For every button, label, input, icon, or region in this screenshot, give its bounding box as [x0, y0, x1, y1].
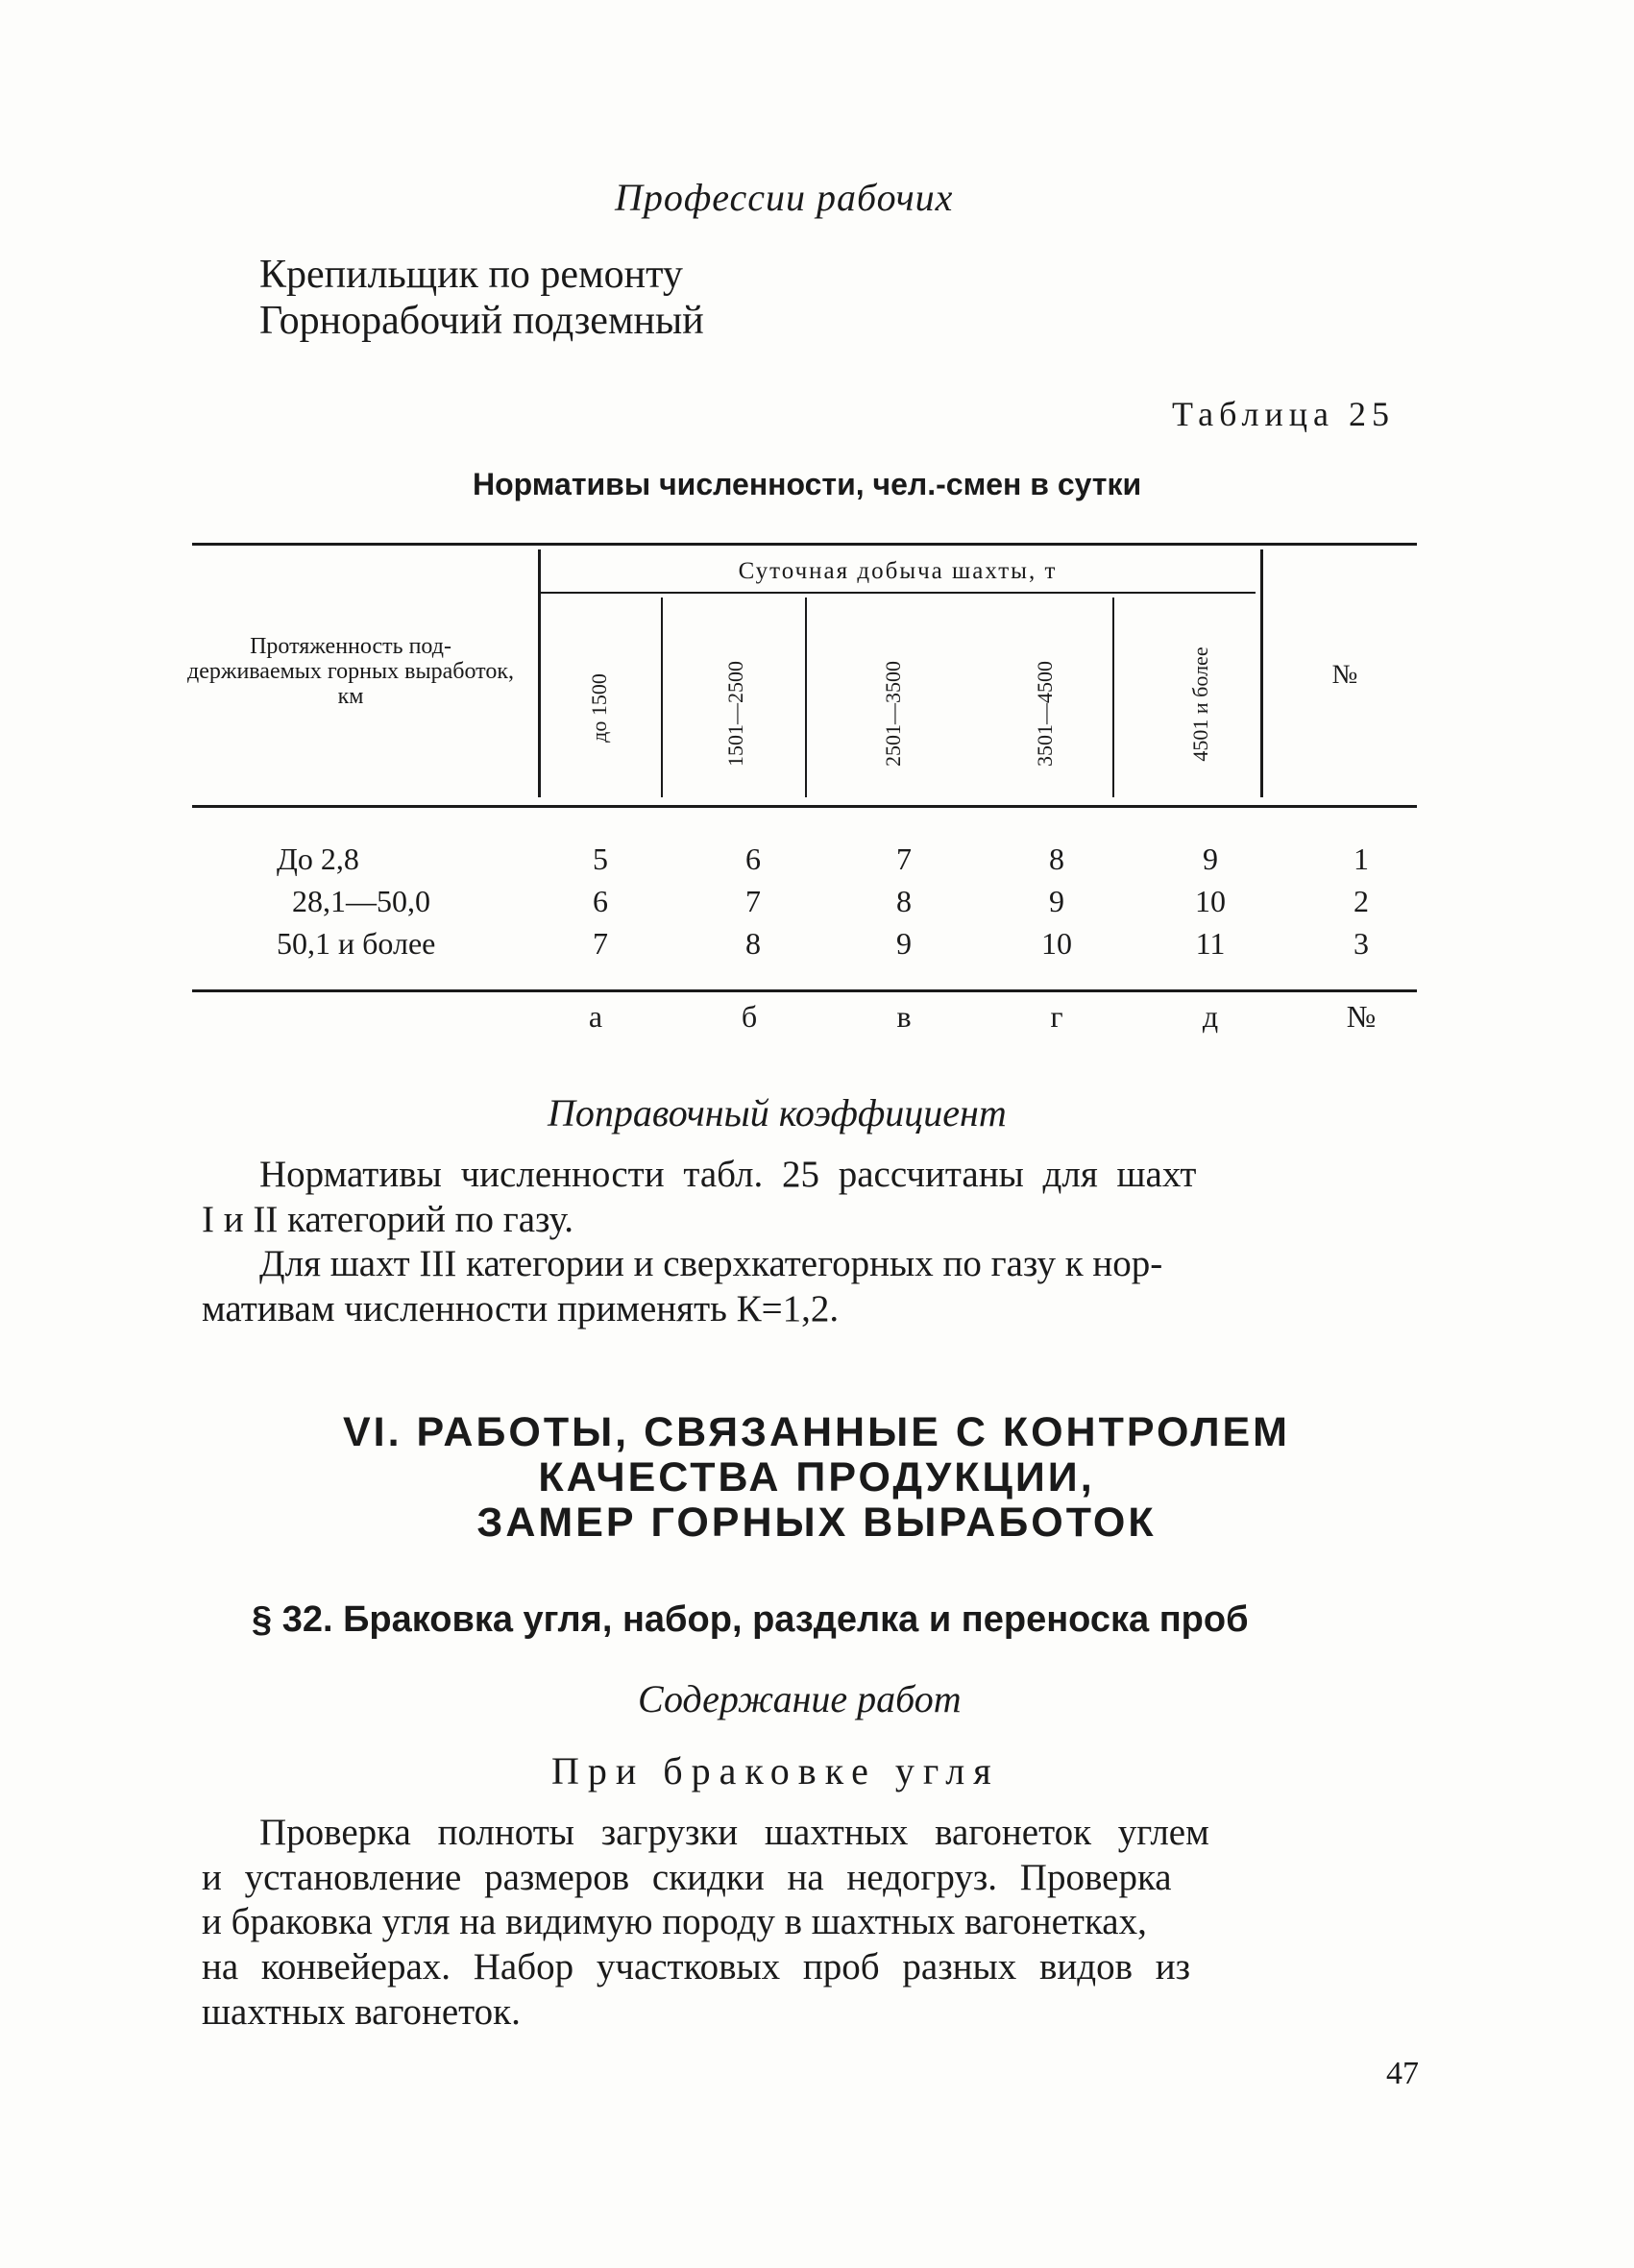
table-vrule: [1260, 549, 1263, 797]
column-header: 1501—2500: [723, 661, 747, 767]
body-line: на конвейерах. Набор участковых проб разных видов из: [202, 1946, 1191, 1988]
number-header: №: [1331, 660, 1358, 690]
profession-item: Горнорабочий подземный: [259, 299, 704, 343]
table-cell: 10: [1041, 926, 1072, 961]
column-key: б: [741, 999, 758, 1034]
group-header: Суточная добыча шахты, т: [738, 558, 1058, 584]
table-cell: 7: [593, 926, 608, 961]
table-header-bottom-rule: [192, 805, 1417, 808]
table-cell: 5: [593, 841, 608, 876]
table-cell: 3: [1354, 926, 1369, 961]
table-vrule: [661, 597, 663, 797]
correction-line: I и II категорий по газу.: [202, 1199, 573, 1240]
correction-line: Для шахт III категории и сверхкатегорных по газу к нор-: [259, 1243, 1163, 1284]
row-header: Протяженность под-держиваемых горных выработок, км: [187, 634, 514, 709]
table-cell: 6: [745, 841, 761, 876]
table-vrule: [538, 549, 541, 797]
group-header-rule: [540, 592, 1256, 594]
column-header: 3501—4500: [1033, 661, 1057, 767]
table-cell: 6: [593, 884, 608, 918]
table-vrule: [805, 597, 807, 797]
row-label: 28,1—50,0: [292, 884, 430, 918]
table-cell: 8: [896, 884, 912, 918]
row-label: До 2,8: [277, 841, 359, 876]
table-cell: 2: [1354, 884, 1369, 918]
correction-line: мативам численности применять К=1,2.: [202, 1288, 840, 1329]
table-cell: 11: [1195, 926, 1226, 961]
table-label: Таблица 25: [1172, 395, 1395, 433]
column-key: №: [1346, 999, 1377, 1034]
section-title: Профессии рабочих: [615, 176, 954, 219]
body-line: и браковка угля на видимую породу в шахтных вагонетках,: [202, 1901, 1147, 1942]
table-cell: 9: [1049, 884, 1064, 918]
column-header: 2501—3500: [881, 661, 905, 767]
table-cell: 9: [1203, 841, 1218, 876]
column-key: в: [896, 999, 912, 1034]
correction-line: Нормативы численности табл. 25 рассчитаны для шахт: [259, 1154, 1197, 1195]
column-header: 4501 и более: [1188, 646, 1212, 762]
table-cell: 8: [1049, 841, 1064, 876]
table-cell: 8: [745, 926, 761, 961]
table-vrule: [1112, 597, 1114, 797]
column-header: до 1500: [587, 673, 611, 743]
paragraph-title: § 32. Браковка угля, набор, разделка и переноска проб: [252, 1599, 1249, 1640]
table-cell: 7: [745, 884, 761, 918]
chapter-heading-line: ЗАМЕР ГОРНЫХ ВЫРАБОТОК: [476, 1500, 1157, 1546]
row-label: 50,1 и более: [277, 926, 436, 961]
table-cell: 7: [896, 841, 912, 876]
chapter-heading-line: КАЧЕСТВА ПРОДУКЦИИ,: [538, 1454, 1095, 1500]
table-title: Нормативы численности, чел.-смен в сутки: [473, 467, 1142, 501]
column-key: г: [1050, 999, 1063, 1034]
column-key: д: [1202, 999, 1219, 1034]
table-cell: 1: [1354, 841, 1369, 876]
table-body-bottom-rule: [192, 989, 1417, 992]
table-cell: 9: [896, 926, 912, 961]
body-line: и установление размеров скидки на недогруз. Проверка: [202, 1857, 1172, 1898]
correction-title: Поправочный коэффициент: [548, 1091, 1007, 1134]
body-line: Проверка полноты загрузки шахтных вагонеток углем: [259, 1812, 1209, 1853]
profession-item: Крепильщик по ремонту: [259, 253, 683, 297]
chapter-heading-line: VI. РАБОТЫ, СВЯЗАННЫЕ С КОНТРОЛЕМ: [342, 1409, 1291, 1455]
subsection-title: При браковке угля: [551, 1749, 1000, 1792]
content-title: Содержание работ: [638, 1677, 962, 1720]
table-top-rule: [192, 543, 1417, 546]
page-number: 47: [1386, 2056, 1419, 2091]
table-cell: 10: [1195, 884, 1226, 918]
body-line: шахтных вагонеток.: [202, 1991, 521, 2033]
column-key: а: [588, 999, 603, 1034]
